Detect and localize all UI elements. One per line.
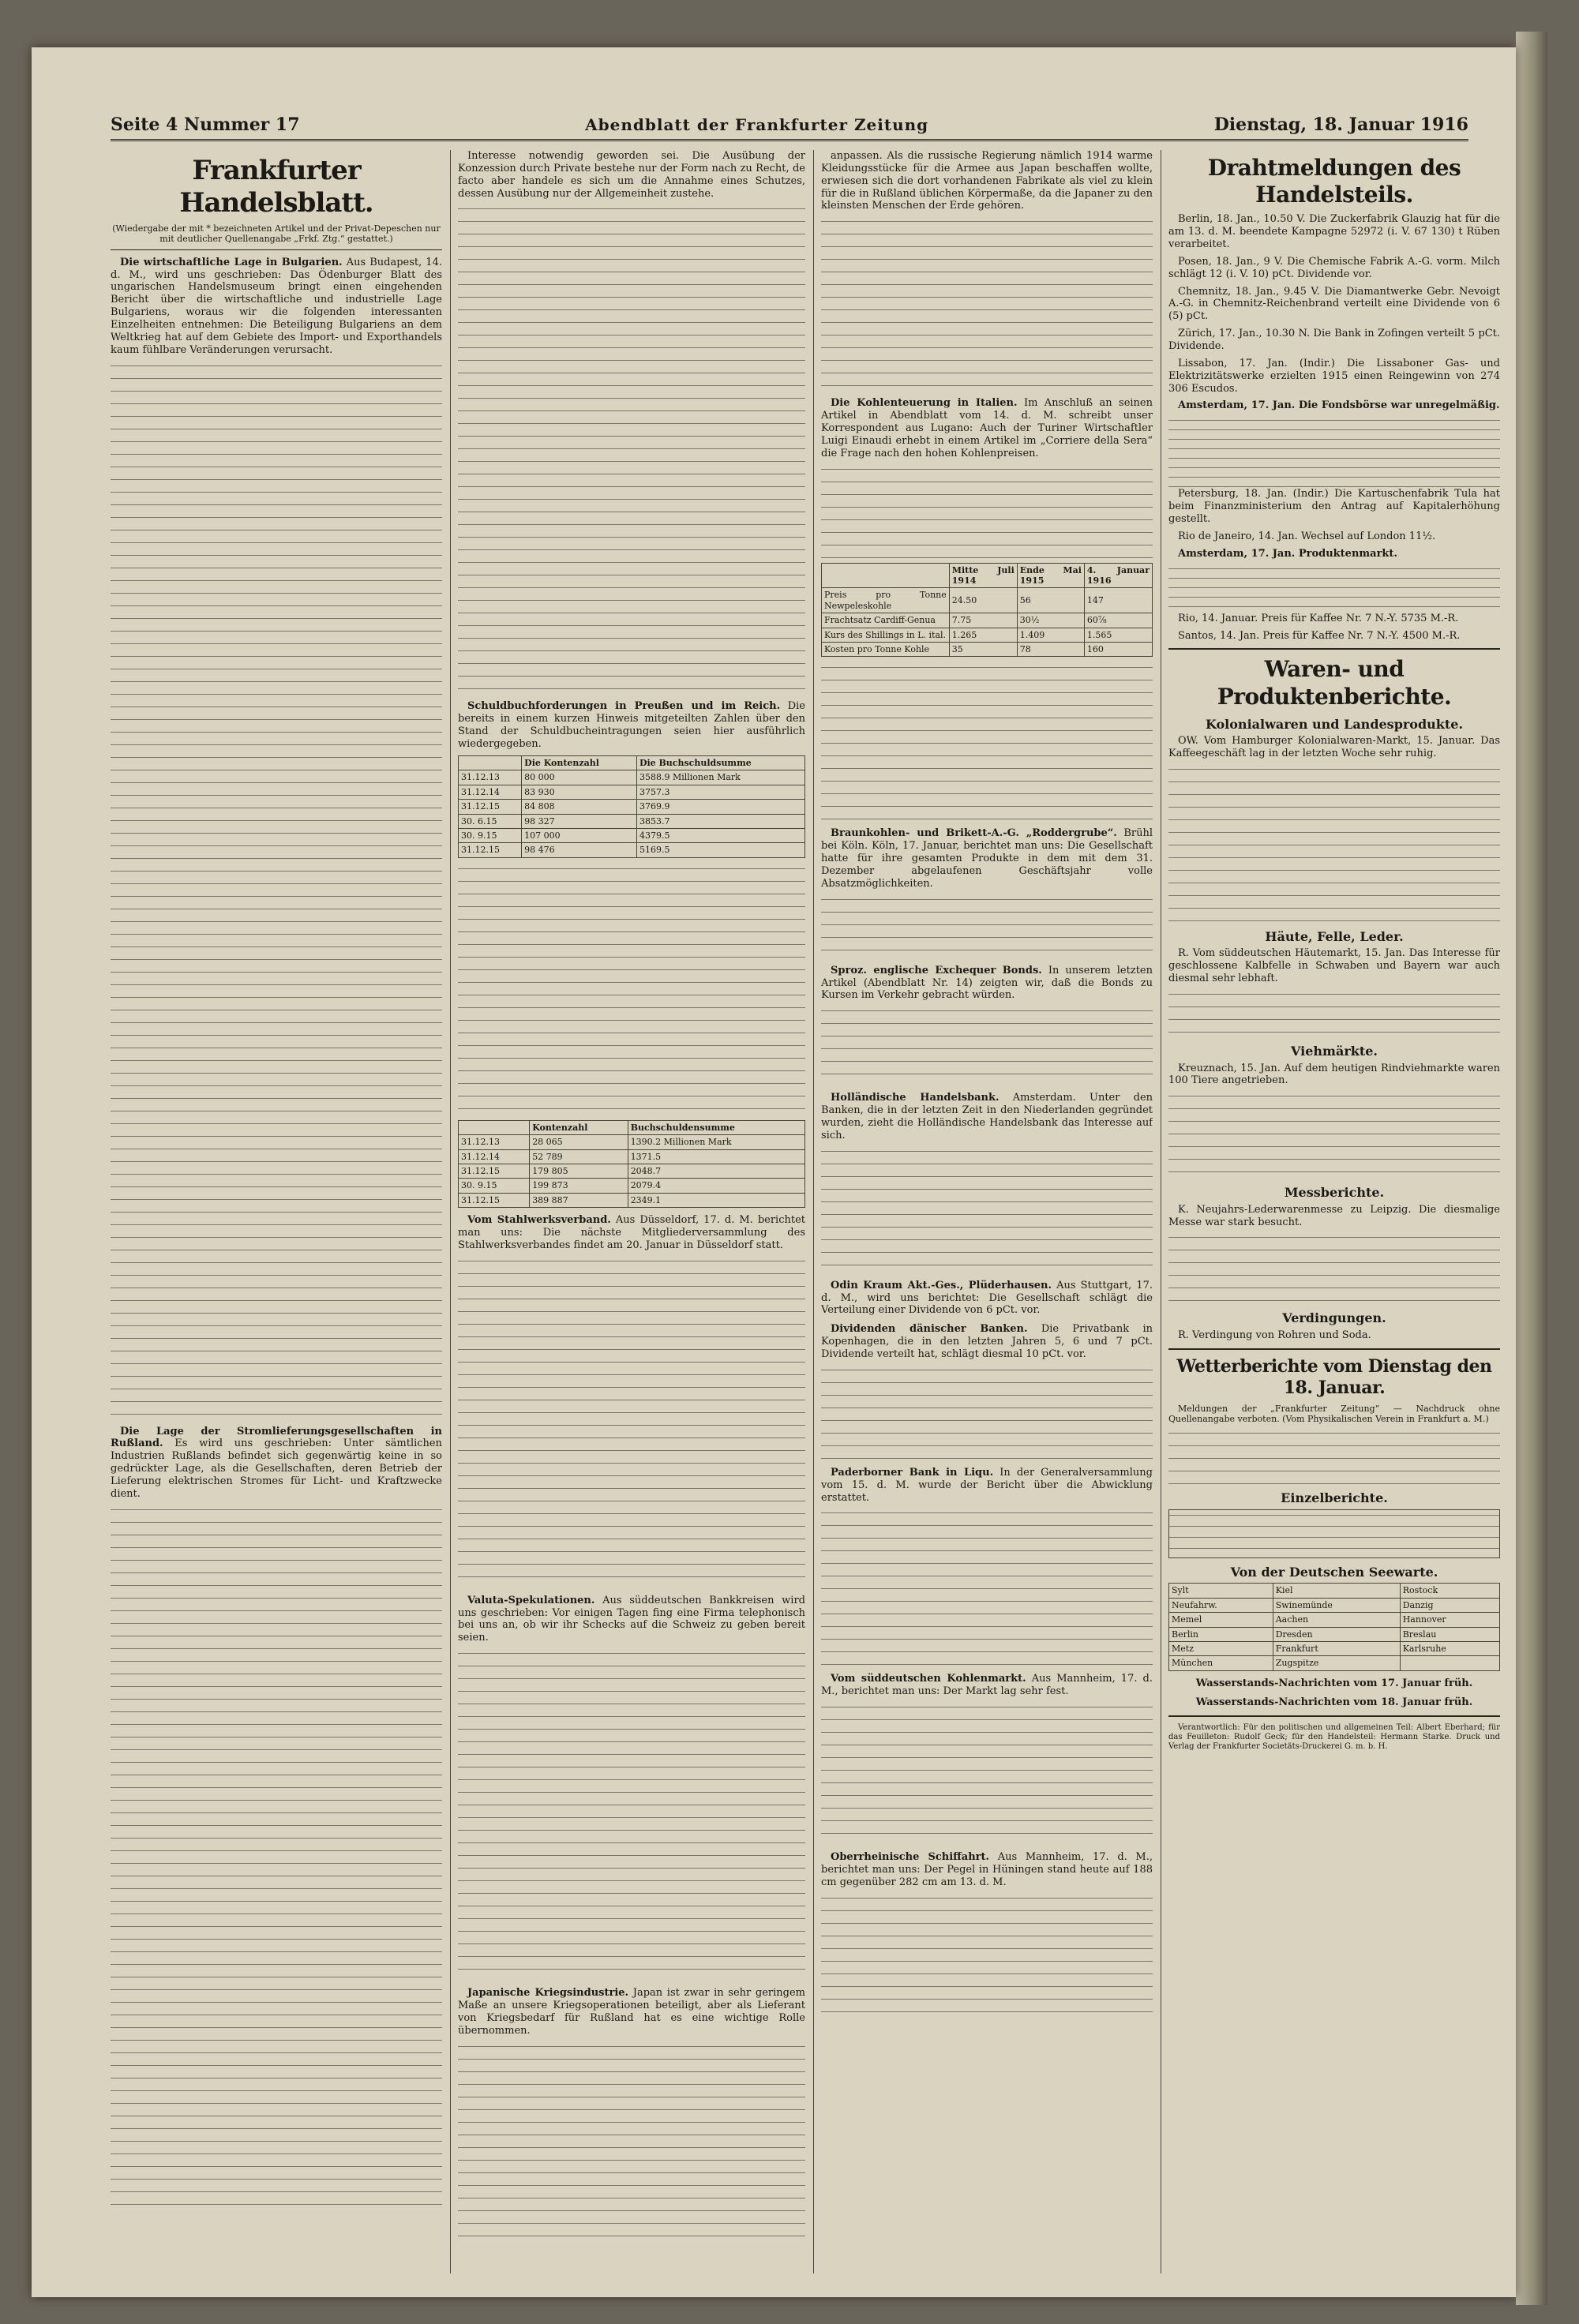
masthead-sub: (Wiedergabe der mit * bezeichneten Artikel und der Privat-Depeschen nur mit deutlicher Quellenangabe „Frkf. Ztg.“ gestattet.): [111, 223, 442, 250]
masthead: Frankfurter Handelsblatt.: [179, 155, 373, 219]
table-cell: 31.12.15: [459, 1164, 530, 1178]
column-2: [458, 150, 805, 2273]
table-cell: Danzig: [1400, 1598, 1499, 1612]
article-text: In unserem letzten Artikel (Abendblatt Nr. 14) zeigten wir, daß die Bonds zu Kursen im Verkehr gebracht würden.: [821, 964, 1153, 1002]
table-cell: Memel: [1169, 1613, 1273, 1627]
filler-text: [1168, 1233, 1500, 1304]
wire-message: Santos, 14. Jan. Preis für Kaffee Nr. 7 N.-Y. 4500 M.-R.: [1178, 629, 1461, 642]
article-text: Unter den Banken, die in der letzten Zeit in den Niederlanden gegründet wurden, zieht die Holländische Handelsbank das Interesse auf sich.: [821, 1092, 1153, 1141]
table-row: [459, 800, 805, 814]
table-header: Ende Mai 1915: [1017, 563, 1084, 588]
table-cell: 30. 9.15: [459, 828, 522, 842]
article-title: Japanische Kriegsindustrie.: [467, 1987, 629, 2000]
article-text: Köln, 17. Januar, berichtet man uns: Die Gesellschaft hatte für ihre gesamten Produkte in dem mit dem 31. Dezember abgelaufenen Geschäftsjahr volle Absatzmöglichkeiten.: [821, 840, 1153, 890]
table-cell: 80 000: [522, 770, 637, 785]
article-place: Brühl bei Köln.: [821, 827, 1153, 853]
table-cell: 1371.5: [628, 1149, 805, 1164]
section-divider: [1168, 1348, 1500, 1350]
article-title: Braunkohlen- und Brikett-A.-G. „Roddergrube“.: [831, 827, 1117, 840]
article-place: Amsterdam.: [1012, 1092, 1076, 1104]
water-level-head-2: Wasserstands-Nachrichten vom 18. Januar früh.: [1195, 1696, 1473, 1708]
newspaper-page: [32, 47, 1516, 2297]
table-cell: Frankfurt: [1273, 1641, 1400, 1655]
article-text: R. Vom süddeutschen Häutemarkt, 15. Jan. Das Interesse für geschlossene Kalbfelle in Schwaben und Bayern war auch diesmal sehr lebhaft.: [1168, 947, 1500, 985]
filler-text: [458, 204, 805, 694]
table-header: Die Buchschuldsumme: [636, 755, 805, 770]
section-heading-weather: Wetterberichte vom Dienstag den 18. Januar.: [1176, 1355, 1492, 1398]
table-row: [822, 628, 1153, 642]
sub-heading: Messberichte.: [1284, 1185, 1385, 1201]
table-header: [822, 563, 950, 588]
kohlen-table: [821, 563, 1153, 658]
article-text: Aus Mannheim, 17. d. M., berichtet man uns: Der Markt lag sehr fest.: [821, 1673, 1153, 1698]
table-cell: 52 789: [530, 1149, 628, 1164]
column-4: [1168, 150, 1500, 2273]
header-right: Dienstag, 18. Januar 1916: [1213, 114, 1468, 135]
column-rule: [813, 150, 814, 2273]
table-cell: 147: [1084, 588, 1152, 613]
header-center: Abendblatt der Frankfurter Zeitung: [585, 115, 929, 134]
wire-message: Posen, 18. Jan., 9 V. Die Chemische Fabrik A.-G. vorm. Milch schlägt 12 (i. V. 10) pCt. Dividende vor.: [1168, 255, 1500, 280]
filler-text: [1168, 765, 1500, 923]
table-cell: Preis pro Tonne Newpeleskohle: [822, 588, 950, 613]
table-cell: Kosten pro Tonne Kohle: [822, 643, 950, 657]
table-row: [459, 1179, 805, 1193]
article-title: Die Kohlenteuerung in Italien.: [831, 397, 1018, 410]
sub-heading: Verdingungen.: [1282, 1310, 1386, 1326]
table-cell: 31.12.15: [459, 1193, 530, 1207]
filler-text: [1168, 1092, 1500, 1179]
table-cell: 4379.5: [636, 828, 805, 842]
article-title: Vom Stahlwerksverband.: [467, 1214, 611, 1227]
table-cell: 30. 9.15: [459, 1179, 530, 1193]
table-row: [459, 1164, 805, 1178]
station-table: [1168, 1583, 1500, 1670]
article-title: Dividenden dänischer Banken.: [831, 1323, 1028, 1336]
table-cell: 60⅞: [1084, 613, 1152, 628]
table-row: [1169, 1656, 1500, 1670]
table-cell: Dresden: [1273, 1627, 1400, 1641]
table-cell: Berlin: [1169, 1627, 1273, 1641]
table-cell: Swinemünde: [1273, 1598, 1400, 1612]
table-cell: 24.50: [949, 588, 1017, 613]
filler-text: [1168, 1429, 1500, 1484]
table-cell: 3757.3: [636, 785, 805, 799]
column-rule: [450, 150, 451, 2273]
table-cell: 56: [1017, 588, 1084, 613]
page-header: [111, 111, 1468, 141]
table-cell: 31.12.13: [459, 770, 522, 785]
table-cell: 389 887: [530, 1193, 628, 1207]
article-title: Odin Kraum Akt.-Ges., Plüderhausen.: [831, 1279, 1052, 1291]
article-text: Japan ist zwar in sehr geringem Maße an unsere Kriegsoperationen beteiligt, aber als Lieferant von Kriegsbedarf für Rußland hat es eine wichtige Rolle übernommen.: [458, 1987, 805, 2037]
table-cell: 7.75: [949, 613, 1017, 628]
table-row: [1169, 1584, 1500, 1598]
sub-heading: Kolonialwaren und Landesprodukte.: [1205, 716, 1464, 732]
article-text: Aus Mannheim, 17. d. M., berichtet man uns: Der Pegel in Hüningen stand heute auf 188 cm gegenüber 282 cm am 13. d. M.: [821, 1851, 1153, 1888]
amsterdam-produkten-title: Amsterdam, 17. Jan. Produktenmarkt.: [1178, 547, 1397, 560]
market-table-filler: [1168, 565, 1500, 613]
table-cell: 3769.9: [636, 800, 805, 814]
page-edge: [1516, 32, 1547, 2305]
filler-text: [458, 2042, 805, 2247]
table-cell: Sylt: [1169, 1584, 1273, 1598]
table-cell: Kiel: [1273, 1584, 1400, 1598]
filler-text: [821, 465, 1153, 560]
filler-text: [458, 1257, 805, 1588]
table-header: [459, 1120, 530, 1134]
article-title: Die Lage der Stromlieferungsgesellschaften in Rußland.: [111, 1425, 442, 1450]
table-cell: 3588.9 Millionen Mark: [636, 770, 805, 785]
table-cell: Neufahrw.: [1169, 1598, 1273, 1612]
table-cell: Hannover: [1400, 1613, 1499, 1627]
article-text: K. Neujahrs-Lederwarenmesse zu Leipzig. Die diesmalige Messe war stark besucht.: [1168, 1203, 1500, 1228]
article-title: Die wirtschaftliche Lage in Bulgarien.: [120, 256, 343, 268]
table-row: [822, 643, 1153, 657]
article-text: Interesse notwendig geworden sei. Die Ausübung der Konzession durch Private bestehe nur der Form nach zu Recht, de facto aber handele es sich um die Annahme eines Schutzes, dessen Ausübung nur der Allgemeinheit zustehe.: [458, 150, 805, 200]
article-text: Es wird uns geschrieben: Unter sämtlichen Industrien Rußlands befindet sich gegenwärtig keine in so gedrückter Lage, als die Gesellschaften, deren Betrieb der Lieferung elektrischen Stromes für Licht- und Kraftzwecke dient.: [111, 1438, 442, 1500]
article-text: OW. Vom Hamburger Kolonialwaren-Markt, 15. Januar. Das Kaffeegeschäft lag in der letzten Woche sehr ruhig.: [1168, 735, 1500, 760]
wire-message: Rio de Janeiro, 14. Jan. Wechsel auf London 11½.: [1178, 530, 1436, 542]
schuldbuch-table-1: [458, 755, 805, 858]
table-cell: Zugspitze: [1273, 1656, 1400, 1670]
article-text: Die bereits in einem kurzen Hinweis mitgeteilten Zahlen über den Stand der Schuldbucheintragungen seien hier ausführlich wiedergegeben.: [458, 700, 805, 751]
article-text: Im Anschluß an seinen Artikel in Abendblatt vom 14. d. M. schreibt unser Korrespondent aus Lugano: Auch der Turiner Wirtschaftler Luigi Einaudi erhebt in einem Artikel im „Corriere della Sera“ die Frage nach den hohen Kohlenpreisen.: [821, 397, 1153, 459]
filler-text: [821, 1006, 1153, 1085]
table-cell: Breslau: [1400, 1627, 1499, 1641]
water-level-head-1: Wasserstands-Nachrichten vom 17. Januar früh.: [1195, 1677, 1473, 1689]
table-header: Kontenzahl: [530, 1120, 628, 1134]
table-cell: Frachtsatz Cardiff-Genua: [822, 613, 950, 628]
table-row: [459, 828, 805, 842]
table-cell: 2079.4: [628, 1179, 805, 1193]
article-text: In der Generalversammlung vom 15. d. M. wurde der Bericht über die Abwicklung erstattet.: [821, 1466, 1153, 1504]
filler-text: [821, 1366, 1153, 1460]
table-row: [1169, 1641, 1500, 1655]
weather-note: Meldungen der „Frankfurter Zeitung“ — Nachdruck ohne Quellenangabe verboten. (Vom Physikalischen Verein in Frankfurt a. M.): [1168, 1403, 1500, 1424]
filler-text: [821, 895, 1153, 958]
table-row: [822, 613, 1153, 628]
filler-text: [821, 1509, 1153, 1666]
column-3: [821, 150, 1153, 2273]
table-cell: 98 476: [522, 843, 637, 857]
wire-message: Rio, 14. Januar. Preis für Kaffee Nr. 7 N.-Y. 5735 M.-R.: [1178, 612, 1459, 624]
table-row: [459, 1135, 805, 1149]
sub-heading: Viehmärkte.: [1291, 1044, 1378, 1059]
table-row: [1169, 1627, 1500, 1641]
table-row: [1169, 1613, 1500, 1627]
article-title: Valuta-Spekulationen.: [467, 1594, 595, 1606]
table-cell: 31.12.15: [459, 800, 522, 814]
schuldbuch-table-2: [458, 1120, 805, 1208]
table-header: [459, 755, 522, 770]
wire-message: Zürich, 17. Jan., 10.30 N. Die Bank in Zofingen verteilt 5 pCt. Dividende.: [1168, 328, 1500, 353]
table-cell: 2048.7: [628, 1164, 805, 1178]
table-cell: 1.565: [1084, 628, 1152, 642]
table-cell: 199 873: [530, 1179, 628, 1193]
table-cell: 30½: [1017, 613, 1084, 628]
table-header: Mitte Juli 1914: [949, 563, 1017, 588]
imprint: Verantwortlich: Für den politischen und allgemeinen Teil: Albert Eberhard; für das Feuilleton: Rudolf Geck; für den Handelsteil: Hermann Starke. Druck und Verlag der Frankfurter Societäts-Druckerei G. m. b. H.: [1168, 1722, 1500, 1751]
table-row: [459, 770, 805, 785]
article-title: Sproz. englische Exchequer Bonds.: [831, 964, 1042, 976]
article-title: Vom süddeutschen Kohlenmarkt.: [831, 1673, 1026, 1685]
table-row: [459, 1149, 805, 1164]
table-header: 4. Januar 1916: [1084, 563, 1152, 588]
table-cell: Metz: [1169, 1641, 1273, 1655]
sub-heading: Häute, Felle, Leder.: [1265, 928, 1404, 944]
article-text: Aus Stuttgart, 17. d. M., wird uns berichtet: Die Gesellschaft schlägt die Verteilung einer Dividende von 6 pCt. vor.: [821, 1279, 1153, 1317]
article-text: R. Verdingung von Rohren und Soda.: [1178, 1329, 1371, 1341]
table-cell: 1.409: [1017, 628, 1084, 642]
table-row: [459, 814, 805, 828]
table-row: [459, 785, 805, 799]
article-title: Schuldbuchforderungen in Preußen und im Reich.: [467, 700, 781, 713]
article-text: Aus Budapest, 14. d. M., wird uns geschrieben: Das Ödenburger Blatt des ungarischen Handelsmuseum bringt einen eingehenden Bericht über die wirtschaftliche und industrielle Lage Bulgariens, woraus wir die folgenden interessanten Einzelheiten entnehmen: Die Beteiligung Bulgariens an dem Weltkrieg hat auf dem Gebiete des Import- und Exporthandels kaum fühlbare Veränderungen verursacht.: [111, 256, 442, 356]
table-header: Die Kontenzahl: [522, 755, 637, 770]
table-cell: München: [1169, 1656, 1273, 1670]
table-cell: Rostock: [1400, 1584, 1499, 1598]
table-cell: 1390.2 Millionen Mark: [628, 1135, 805, 1149]
filler-text: [821, 1147, 1153, 1273]
column-1: [111, 150, 442, 2273]
table-cell: 2349.1: [628, 1193, 805, 1207]
wire-message: Chemnitz, 18. Jan., 9.45 V. Die Diamantwerke Gebr. Nevoigt A.-G. in Chemnitz-Reichenbrand verteilt eine Dividende von 6 (5) pCt.: [1168, 285, 1500, 323]
section-divider: [1168, 648, 1500, 650]
table-cell: 83 930: [522, 785, 637, 799]
section-divider: [1168, 1715, 1500, 1717]
article-text: Die Privatbank in Kopenhagen, die in den letzten Jahren 5, 6 und 7 pCt. Dividende verteilt hat, schlägt diesmal 10 pCt. vor.: [821, 1323, 1153, 1361]
table-row: [822, 588, 1153, 613]
table-cell: 3853.7: [636, 814, 805, 828]
section-heading-drahtmeldungen: Drahtmeldungen des Handelsteils.: [1207, 155, 1461, 208]
table-cell: 35: [949, 643, 1017, 657]
filler-text: [458, 1649, 805, 1981]
table-cell: 84 808: [522, 800, 637, 814]
wire-message: Berlin, 18. Jan., 10.50 V. Die Zuckerfabrik Glauzig hat für die am 13. d. M. beendete Kampagne 52972 (i. V. 67 130) t Rüben verarbeitet.: [1168, 213, 1500, 251]
filler-text: [111, 1505, 442, 2216]
amsterdam-fonds-title: Amsterdam, 17. Jan. Die Fondsbörse war unregelmäßig.: [1178, 399, 1500, 412]
table-cell: 98 327: [522, 814, 637, 828]
table-cell: 78: [1017, 643, 1084, 657]
filler-text: [1168, 990, 1500, 1037]
filler-text: [458, 864, 805, 1117]
filler-text: [821, 663, 1153, 821]
table-cell: Kurs des Shillings in L. ital.: [822, 628, 950, 642]
header-left: Seite 4 Nummer 17: [111, 114, 300, 135]
wire-message: Lissabon, 17. Jan. (Indir.) Die Lissaboner Gas- und Elektrizitätswerke erzielten 1915 einen Reingewinn von 274 306 Escudos.: [1168, 357, 1500, 395]
table-cell: 31.12.14: [459, 785, 522, 799]
table-cell: Aachen: [1273, 1613, 1400, 1627]
table-cell: 1.265: [949, 628, 1017, 642]
table-cell: 179 805: [530, 1164, 628, 1178]
table-row: [1169, 1598, 1500, 1612]
filler-text: [821, 1894, 1153, 2020]
table-cell: 107 000: [522, 828, 637, 842]
article-text: Aus Düsseldorf, 17. d. M. berichtet man uns: Die nächste Mitgliederversammlung des Stahlwerksverbandes findet am 20. Januar in Düsseldorf statt.: [458, 1214, 805, 1251]
table-header: Buchschuldensumme: [628, 1120, 805, 1134]
sub-heading: Einzelberichte.: [1281, 1490, 1388, 1506]
table-cell: 31.12.14: [459, 1149, 530, 1164]
table-row: [459, 843, 805, 857]
article-title: Oberrheinische Schiffahrt.: [831, 1851, 990, 1864]
section-heading-waren: Waren- und Produktenberichte.: [1217, 656, 1452, 710]
table-cell: 31.12.15: [459, 843, 522, 857]
sub-heading: Von der Deutschen Seewarte.: [1230, 1564, 1438, 1580]
table-cell: 5169.5: [636, 843, 805, 857]
article-text: Kreuznach, 15. Jan. Auf dem heutigen Rindviehmarkte waren 100 Tiere angetrieben.: [1168, 1062, 1500, 1087]
weather-table-filler: [1168, 1509, 1500, 1558]
wire-message: Petersburg, 18. Jan. (Indir.) Die Kartuschenfabrik Tula hat beim Finanzministerium den Antrag auf Kapitalerhöhung gestellt.: [1168, 488, 1500, 526]
filler-text: [821, 1703, 1153, 1845]
table-cell: 160: [1084, 643, 1152, 657]
market-table-filler: [1168, 417, 1500, 488]
article-title: Paderborner Bank in Liqu.: [831, 1466, 994, 1479]
table-row: [459, 1193, 805, 1207]
table-cell: Karlsruhe: [1400, 1641, 1499, 1655]
article-text: Aus süddeutschen Bankkreisen wird uns geschrieben: Vor einigen Tagen fing eine Firma telephonisch bei uns an, ob wir ihr Schecks auf die Schweiz zu geben bereit seien.: [458, 1594, 805, 1644]
table-cell: 28 065: [530, 1135, 628, 1149]
article-text: anpassen. Als die russische Regierung nämlich 1914 warme Kleidungsstücke für die Armee aus Japan beschaffen wollte, erwiesen sich die dort vorhandenen Fabrikate als viel zu klein für die in Rußland üblichen Körpermaße, da die Japaner zu den kleinsten Menschen der Erde gehören.: [821, 150, 1153, 212]
article-title: Holländische Handelsbank.: [831, 1092, 1000, 1104]
filler-text: [111, 362, 442, 1419]
table-cell: 31.12.13: [459, 1135, 530, 1149]
filler-text: [821, 217, 1153, 391]
table-cell: 30. 6.15: [459, 814, 522, 828]
